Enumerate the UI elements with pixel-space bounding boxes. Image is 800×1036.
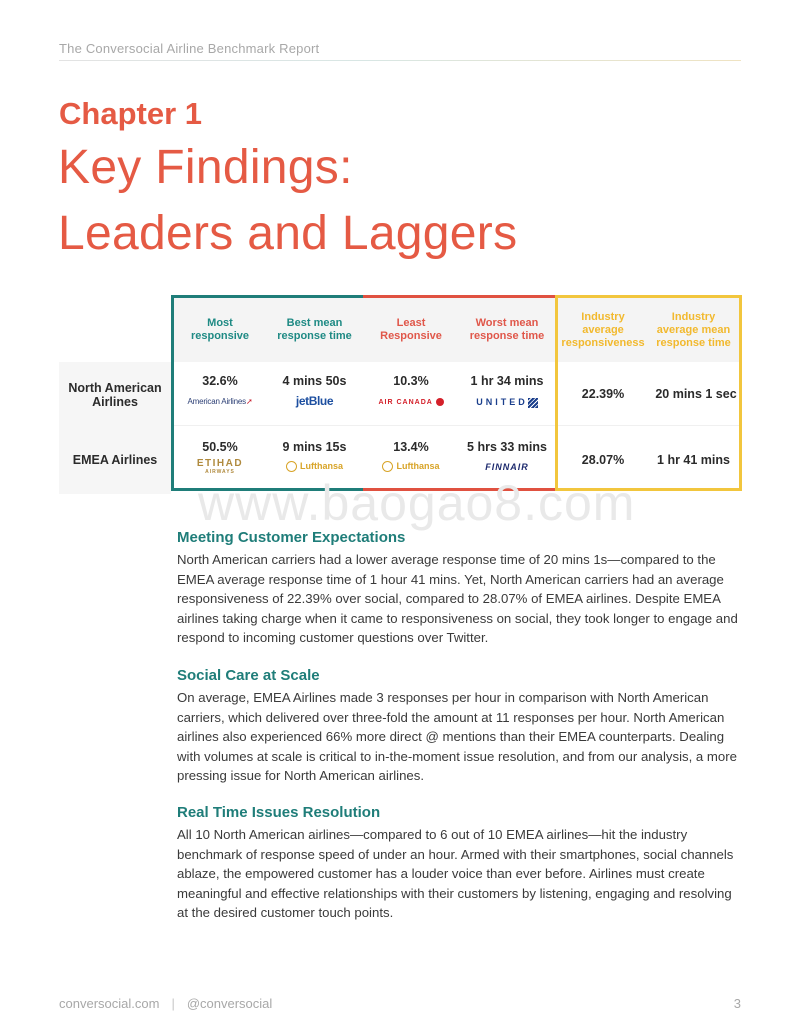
header-industry-avg-responsiveness: Industry average responsiveness	[561, 310, 645, 349]
united-logo: UNITED	[459, 397, 555, 408]
header-best-mean-response-time: Best mean response time	[277, 317, 352, 342]
emea-most-responsive-value: 50.5%	[202, 440, 238, 454]
maple-leaf-icon	[436, 398, 444, 406]
watermark: www.baogao8.com	[198, 475, 636, 531]
na-worst-mean-value: 1 hr 34 mins	[470, 374, 544, 388]
section-meeting-expectations	[177, 529, 742, 648]
section-heading: Meeting Customer Expectations	[177, 529, 406, 546]
emea-least-responsive-value: 13.4%	[393, 440, 429, 454]
row-label-emea: EMEA Airlines	[72, 453, 158, 467]
section-body: On average, EMEA Airlines made 3 responses per hour in comparison with North American carriers, which delivered over three-fold the amount at 11 responses per hour. North American airlines also experienced 66% more direct @ mentions than their EMEA counterparts. Dealing with volumes at scale is critical to in-the-moment issue resolution, and from our analysis, a more pressing issue for North American airlines.	[177, 690, 737, 784]
footer-website-link[interactable]: conversocial.com	[59, 996, 160, 1011]
globe-icon	[528, 398, 538, 408]
finnair-logo: FINNAIR	[485, 462, 529, 472]
section-heading: Real Time Issues Resolution	[177, 804, 381, 821]
na-best-mean-value: 4 mins 50s	[282, 374, 347, 388]
section-heading: Social Care at Scale	[177, 667, 320, 684]
header-least-responsive: Least Responsive	[380, 317, 442, 342]
na-industry-avg-responsiveness: 22.39%	[581, 387, 625, 401]
row-label-north-american: North American Airlines	[68, 381, 162, 409]
emea-best-mean-value: 9 mins 15s	[282, 440, 347, 454]
crane-icon	[286, 461, 297, 472]
air-canada-logo: AIR CANADA	[363, 398, 459, 406]
emea-industry-avg-response-time: 1 hr 41 mins	[657, 453, 730, 467]
header-most-responsive: Most responsive	[190, 317, 250, 342]
header-industry-avg-response-time: Industry average mean response time	[656, 310, 731, 349]
header-divider	[59, 60, 741, 61]
header-worst-mean-response-time: Worst mean response time	[469, 317, 545, 342]
jetblue-logo: jetBlue	[295, 394, 334, 408]
section-body: North American carriers had a lower average response time of 20 mins 1s—compared to the EMEA average response time of 1 hour 41 mins. Yet, North American carriers had an average responsiveness of 22.39% over social, compared to 28.07% of EMEA airlines. Despite EMEA airlines taking charge when it came to responsiveness on social, they took longer to engage and respond to incoming customer questions over Twitter.	[177, 552, 738, 646]
emea-worst-mean-value: 5 hrs 33 mins	[467, 440, 547, 454]
footer	[59, 996, 272, 1011]
section-real-time-resolution	[177, 804, 742, 923]
na-most-responsive-value: 32.6%	[202, 374, 238, 388]
page-title-line2: Leaders and Laggers	[58, 207, 518, 260]
benchmark-table	[59, 295, 742, 491]
etihad-logo: ETIHAD AIRWAYS	[196, 458, 244, 475]
na-industry-avg-response-time: 20 mins 1 sec	[655, 387, 737, 401]
american-airlines-logo: American Airlines➚	[187, 397, 253, 406]
section-social-care	[177, 667, 742, 786]
lufthansa-logo-2: Lufthansa	[363, 461, 459, 472]
crane-icon	[382, 461, 393, 472]
page-number: 3	[733, 996, 741, 1011]
section-body: All 10 North American airlines—compared to 6 out of 10 EMEA airlines—hit the industry benchmark of response speed of under an hour. Armed with their smartphones, social channels ablaze, the empowered customer has a louder voice than ever before. Airlines must create meaningful and effective relationships with their customers by listening, engaging and resolving at the desired customer touch points.	[177, 827, 734, 921]
footer-twitter-handle[interactable]: @conversocial	[186, 996, 273, 1011]
footer-separator: |	[171, 996, 175, 1011]
lufthansa-logo: Lufthansa	[266, 461, 363, 472]
emea-industry-avg-responsiveness: 28.07%	[581, 453, 625, 467]
report-header-title: The Conversocial Airline Benchmark Report	[59, 41, 320, 56]
chapter-label: Chapter 1	[59, 96, 202, 131]
page-title-line1: Key Findings:	[58, 141, 353, 194]
na-least-responsive-value: 10.3%	[393, 374, 429, 388]
